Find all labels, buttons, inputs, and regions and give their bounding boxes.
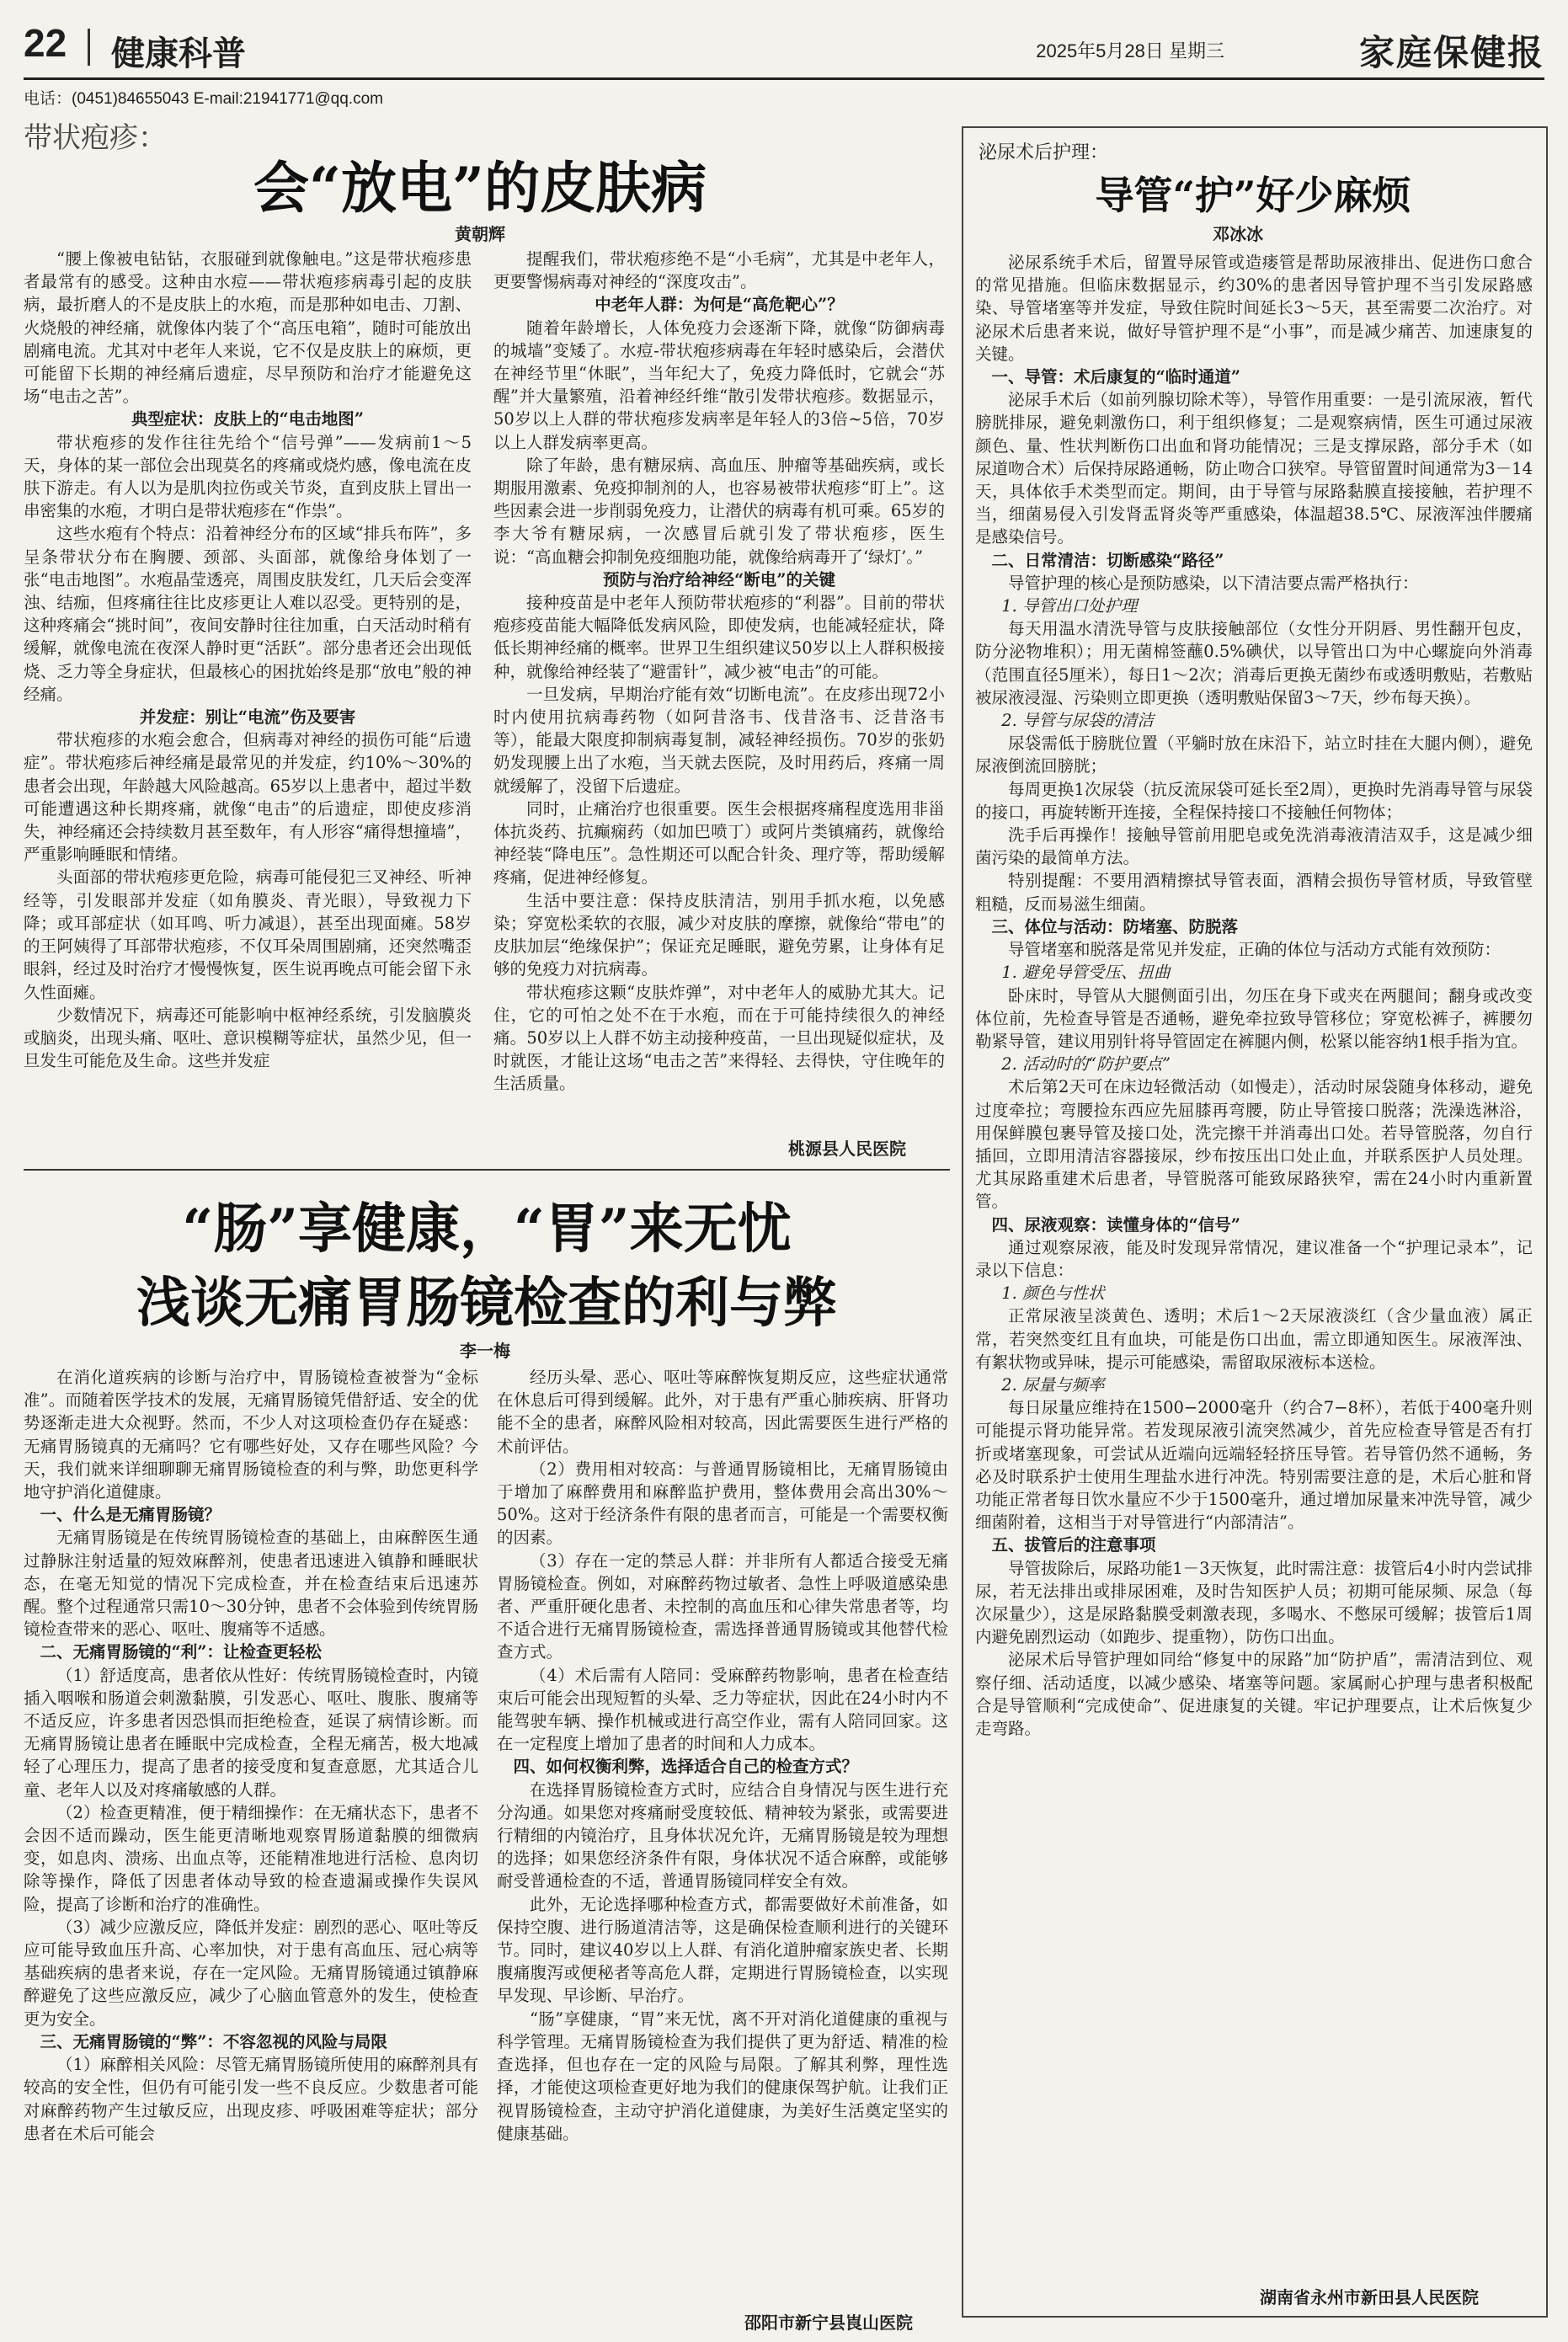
paragraph: 带状疱疹的发作往往先给个“信号弹”——发病前1～5天，身体的某一部位会出现莫名的疼痛或烧灼感，像电流在皮肤下游走。有人以为是肌肉拉伤或关节炎，直到皮肤上冒出一串密集的水疱，才明白是带状疱疹在“作祟”。 [24, 432, 472, 521]
section-title: 健康科普 [111, 34, 246, 73]
paragraph: 在选择胃肠镜检查方式时，应结合自身情况与医生进行充分沟通。如果您对疼痛耐受度较低、精神较为紧张，或需要进行精细的内镜治疗，且身体状况允许，无痛胃肠镜是较为理想的选择；如果您经济条件有限，身体状况不适合麻醉，或能够耐受普通检查的不适，普通胃肠镜同样安全有效。 [497, 1779, 948, 1891]
section-heading: 三、无痛胃肠镜的“弊”：不容忽视的风险与局限 [40, 2031, 387, 2051]
article1-column-2 [493, 248, 945, 1149]
paragraph: 带状疱疹这颗“皮肤炸弹”，对中老年人的威胁尤其大。记住，它的可怕之处不在于水疱，而在于可能持续很久的神经痛。50岁以上人群不妨主动接种疫苗，一旦出现疑似症状，及时就医，才能让这场“电击之苦”来得轻、去得快，守住晚年的生活质量。 [493, 982, 945, 1094]
paragraph: 导管堵塞和脱落是常见并发症，正确的体位与活动方式能有效预防： [1008, 940, 1501, 960]
paragraph: “肠”享健康，“胃”来无忧，离不开对消化道健康的重视与科学管理。无痛胃肠镜检查为我们提供了更为舒适、精准的检查选择，但也存在一定的风险与局限。了解其利弊，理性选择，才能使这项检查更好地为我们的健康保驾护航。让我们正视胃肠镜检查，主动守护消化道健康，为美好生活奠定坚实的健康基础。 [497, 2009, 948, 2143]
paragraph: 在消化道疾病的诊断与治疗中，胃肠镜检查被誉为“金标准”。而随着医学技术的发展，无痛胃肠镜凭借舒适、安全的优势逐渐走进大众视野。然而，不少人对这项检查仍存在疑惑：无痛胃肠镜真的无痛吗？它有哪些好处，又存在哪些风险？今天，我们就来详细聊聊无痛胃肠镜检查的利与弊，助您更科学地守护消化道健康。 [24, 1368, 478, 1502]
paragraph: 生活中要注意：保持皮肤清洁，别用手抓水疱，以免感染；穿宽松柔软的衣服，减少对皮肤的摩擦，就像给“带电”的皮肤加层“绝缘保护”；保证充足睡眠，避免劳累，让身体有足够的免疫力对抗病毒。 [493, 890, 945, 979]
article3-title: 导管“护”好少麻烦 [1095, 173, 1411, 218]
paragraph: 泌尿系统手术后，留置导尿管或造瘘管是帮助尿液排出、促进伤口愈合的常见措施。但临床数据显示，约30%的患者因导管护理不当引发尿路感染、导管堵塞等并发症，导致住院时间延长3～5天，甚至需要二次治疗。对泌尿术后患者来说，做好导管护理不是“小事”，而是减少痛苦、加速康复的关键。 [975, 253, 1533, 364]
paragraph: 除了年龄，患有糖尿病、高血压、肿瘤等基础疾病，或长期服用激素、免疫抑制剂的人，也容易被带状疱疹“盯上”。这些因素会进一步削弱免疫力，让潜伏的病毒有机可乘。65岁的李大爷有糖尿病，一次感冒后就引发了带状疱疹，医生说：“高血糖会抑制免疫细胞功能，就像给病毒开了‘绿灯’。” [493, 455, 945, 567]
paragraph: （2）检查更精准，便于精细操作：在无痛状态下，患者不会因不适而躁动，医生能更清晰地观察胃肠道黏膜的细微病变，如息肉、溃疡、出血点等，还能精准地进行活检、息肉切除等操作，降低了因患者体动导致的检查遗漏或操作失误风险，提高了诊断和治疗的准确性。 [24, 1802, 478, 1914]
contact-line: 电话：(0451)84655043 E-mail:21941771@qq.com [24, 90, 383, 108]
section-heading: 五、拔管后的注意事项 [991, 1535, 1156, 1555]
article3-body [975, 251, 1533, 2281]
newspaper-name: 家庭保健报 [1358, 32, 1544, 73]
paragraph: 通过观察尿液，能及时发现异常情况，建议准备一个“护理记录本”，记录以下信息： [975, 1237, 1533, 1280]
paragraph: 头面部的带状疱疹更危险，病毒可能侵犯三叉神经、听神经等，引发眼部并发症（如角膜炎、青光眼），导致视力下降；或耳部症状（如耳鸣、听力减退），甚至出现面瘫。58岁的王阿姨得了耳部带状疱疹，不仅耳朵周围剧痛，还突然嘴歪眼斜，经过及时治疗才慢慢恢复，医生说再晚点可能会留下永久性面瘫。 [24, 867, 472, 1002]
section-heading: 二、日常清洁：切断感染“路径” [991, 550, 1224, 570]
article2-title-line2: 浅谈无痛胃肠镜检查的利与弊 [136, 1272, 837, 1335]
article2-column-1 [24, 1366, 478, 2326]
subsection-heading: 2. 导管与尿袋的清洁 [1001, 711, 1154, 731]
subsection-heading: 1. 导管出口处护理 [1001, 596, 1138, 616]
paragraph: 导管护理的核心是预防感染，以下清洁要点需严格执行： [1008, 573, 1419, 593]
section-heading: 三、体位与活动：防堵塞、防脱落 [991, 916, 1239, 936]
paragraph: 同时，止痛治疗也很重要。医生会根据疼痛程度选用非甾体抗炎药、抗癫痫药（如加巴喷丁）或阿片类镇痛药，就像给神经装“降电压”。急性期还可以配合针灸、理疗等，帮助缓解疼痛，促进神经修复。 [493, 798, 945, 888]
paragraph: 特别提醒：不要用酒精擦拭导管表面，酒精会损伤导管材质，导致管壁粗糙，反而易滋生细菌。 [975, 871, 1533, 914]
subsection-heading: 1. 避免导管受压、扭曲 [1001, 963, 1171, 983]
section-heading: 四、如何权衡利弊，选择适合自己的检查方式？ [513, 1757, 859, 1777]
article2-title-line1: “肠”享健康，“胃”来无忧 [182, 1198, 792, 1261]
subsection-heading: 2. 尿量与频率 [1001, 1374, 1105, 1395]
paragraph: （3）存在一定的禁忌人群：并非所有人都适合接受无痛胃肠镜检查。例如，对麻醉药物过敏者、急性上呼吸道感染患者、严重肝硬化患者、未控制的高血压和心律失常患者等，均不适合进行无痛胃肠镜检查，需选择普通胃肠镜或其他替代检查方式。 [497, 1550, 948, 1662]
paragraph: （1）舒适度高，患者依从性好：传统胃肠镜检查时，内镜插入咽喉和肠道会刺激黏膜，引发恶心、呕吐、腹胀、腹痛等不适反应，许多患者因恐惧而拒绝检查，延误了病情诊断。而无痛胃肠镜让患者在睡眠中完成检查，全程无痛苦，极大地减轻了心理压力，提高了患者的接受度和复查意愿，尤其适合儿童、老年人以及对疼痛敏感的人群。 [24, 1665, 478, 1800]
paragraph: （1）麻醉相关风险：尽管无痛胃肠镜所使用的麻醉剂具有较高的安全性，但仍有可能引发一些不良反应。少数患者可能对麻醉药物产生过敏反应，出现皮疹、呼吸困难等症状；部分患者在术后可能会 [24, 2055, 478, 2143]
header-rule [24, 77, 1544, 80]
article2-column-2 [497, 1366, 948, 2297]
paragraph: （3）减少应激反应，降低并发症：剧烈的恶心、呕吐等反应可能导致血压升高、心率加快，对于患有高血压、冠心病等基础疾病的患者来说，存在一定风险。无痛胃肠镜通过镇静麻醉避免了这些应激反应，减少了心脑血管意外的发生，使检查更为安全。 [24, 1917, 478, 2029]
subsection-heading: 2. 活动时的“防护要点” [1001, 1054, 1171, 1075]
paragraph: （4）术后需有人陪同：受麻醉药物影响，患者在检查结束后可能会出现短暂的头晕、乏力等症状，因此在24小时内不能驾驶车辆、操作机械或进行高空作业，需有人陪同回家。这在一定程度上增加了患者的时间和人力成本。 [497, 1665, 948, 1754]
section-heading: 预防与治疗给神经“断电”的关键 [603, 569, 835, 590]
header-divider [88, 29, 90, 66]
article-divider [24, 1169, 950, 1171]
article2-author: 李一梅 [460, 1341, 510, 1361]
paragraph: 少数情况下，病毒还可能影响中枢神经系统，引发脑膜炎或脑炎，出现头痛、呕吐、意识模糊等症状，虽然少见，但一旦发生可能危及生命。这些并发症 [24, 1005, 472, 1071]
article1-author: 黄朝辉 [455, 224, 505, 244]
page-number: 22 [24, 21, 67, 65]
article1-hospital: 桃源县人民医院 [788, 1139, 906, 1159]
paragraph: 这些水疱有个特点：沿着神经分布的区域“排兵布阵”，多呈条带状分布在胸腰、颈部、头面部，就像给身体划了一张“电击地图”。水疱晶莹透亮，周围皮肤发红，几天后会变浑浊、结痂，但疼痛往往比皮疹更让人难以忍受。更特别的是，这种疼痛会“挑时间”，夜间安静时往往加重，白天活动时稍有缓解，就像电流在夜深人静时更“活跃”。部分患者还会出现低烧、乏力等全身症状，但最核心的困扰始终是那“放电”般的神经痛。 [24, 524, 472, 704]
paragraph: 每天用温水清洗导管与皮肤接触部位（女性分开阴唇、男性翻开包皮，防分泌物堆积）；用无菌棉签蘸0.5%碘伏，以导管出口为中心螺旋向外消毒（范围直径5厘米），每日1～2次；消毒后更换无菌纱布或透明敷贴，若敷贴被尿液浸湿、污染则立即更换（透明敷贴保留3～7天，纱布每天换）。 [975, 619, 1533, 707]
paragraph: 接种疫苗是中老年人预防带状疱疹的“利器”。目前的带状疱疹疫苗能大幅降低发病风险，即使发病，也能减轻症状，降低长期神经痛的概率。世界卫生组织建议50岁以上人群积极接种，就像给神经装了“避雷针”，减少被“电击”的可能。 [493, 593, 945, 681]
article3-author: 邓冰冰 [1213, 224, 1263, 244]
article2-hospital: 邵阳市新宁县崀山医院 [744, 2313, 913, 2333]
paragraph: 尿袋需低于膀胱位置（平躺时放在床沿下，站立时挂在大腿内侧），避免尿液倒流回膀胱； [975, 734, 1533, 776]
paragraph: 每周更换1次尿袋（抗反流尿袋可延长至2周），更换时先消毒导管与尿袋的接口，再旋转断开连接，全程保持接口不接触任何物体； [975, 779, 1533, 822]
section-heading: 二、无痛胃肠镜的“利”：让检查更轻松 [40, 1642, 322, 1662]
paragraph: 随着年龄增长，人体免疫力会逐渐下降，就像“防御病毒的城墙”变矮了。水痘-带状疱疹病毒在年轻时感染后，会潜伏在神经节里“休眠”，当年纪大了，免疫力降低时，它就会“苏醒”并大量繁殖，沿着神经纤维“散引发带状疱疹。数据显示，50岁以上人群的带状疱疹发病率是年轻人的3倍~5倍，70岁以上人群发病率更高。 [493, 317, 945, 452]
page-header [24, 19, 1544, 77]
article1-title: 会“放电”的皮肤病 [253, 155, 707, 221]
article1-column-1 [24, 248, 472, 1149]
paragraph: “腰上像被电钻钻，衣服碰到就像触电。”这是带状疱疹患者最常有的感受。这种由水痘——带状疱疹病毒引起的皮肤病，最折磨人的不是皮肤上的水疱，而是那种如电击、刀割、火烧般的神经痛，就像体内装了个“高压电箱”，随时可能放出剧痛电流。尤其对中老年人来说，它不仅是皮肤上的麻烦，更可能留下长期的神经痛后遗症，尽早预防和治疗才能避免这场“电击之苦”。 [24, 249, 472, 407]
paragraph: 术后第2天可在床边轻微活动（如慢走），活动时尿袋随身体移动，避免过度牵拉；弯腰捡东西应先屈膝再弯腰，防止导管接口脱落；洗澡选淋浴，用保鲜膜包裹导管及接口处，洗完擦干并消毒出口处。若导管脱落，勿自行插回，立即用清洁容器接尿，纱布按压出口处止血，并联系医护人员处理。尤其尿路重建术后患者，导管脱落可能致尿路狭窄，需在24小时内重新置管。 [975, 1077, 1533, 1212]
section-heading: 四、尿液观察：读懂身体的“信号” [991, 1214, 1240, 1235]
paragraph: 每日尿量应维持在1500−2000毫升（约合7−8杯），若低于400毫升则可能提示肾功能异常。若发现尿液引流突然减少，首先应检查导管是否有打折或堵塞现象，可尝试从近端向远端轻轻挤压导管。若导管仍然不通畅，务必及时联系护士使用生理盐水进行冲洗。特别需要注意的是，术后心脏和肾功能正常者每日饮水量应不少于1500毫升，通过增加尿量来冲洗导管，减少细菌附着，这相当于对导管进行“内部清洁”。 [975, 1398, 1533, 1533]
paragraph: 带状疱疹的水疱会愈合，但病毒对神经的损伤可能“后遗症”。带状疱疹后神经痛是最常见的并发症，约10%～30%的患者会出现，年龄越大风险越高。65岁以上患者中，超过半数可能遭遇这种长期疼痛，就像“电击”的后遗症，即使皮疹消失，神经痛还会持续数月甚至数年，有人形容“痛得想撞墙”，严重影响睡眠和情绪。 [24, 730, 472, 865]
paragraph: 导管拔除后，尿路功能1－3天恢复，此时需注意：拔管后4小时内尝试排尿，若无法排出或排尿困难，及时告知医护人员；初期可能尿频、尿急（每次尿量少），这是尿路黏膜受刺激表现，多喝水、不憋尿可缓解；拔管后1周内避免剧烈运动（如跑步、提重物），防伤口出血。 [975, 1558, 1533, 1647]
paragraph: 泌尿术后导管护理如同给“修复中的尿路”加“防护盾”，需清洁到位、观察仔细、活动适度，以减少感染、堵塞等问题。家属耐心护理与患者积极配合是导管顺利“完成使命”、促进康复的关键。牢记护理要点，让术后恢复少走弯路。 [975, 1650, 1533, 1738]
section-heading: 一、导管：术后康复的“临时通道” [991, 367, 1240, 387]
paragraph: 正常尿液呈淡黄色、透明；术后1～2天尿液淡红（含少量血液）属正常，若突然变红且有血块，可能是伤口出血，需立即通知医生。尿液浑浊、有絮状物或异味，提示可能感染，需留取尿液标本送检。 [975, 1306, 1533, 1372]
article3-kicker: 泌尿术后护理： [979, 142, 1109, 163]
paragraph: 一旦发病，早期治疗能有效“切断电流”。在皮疹出现72小时内使用抗病毒药物（如阿昔洛韦、伐昔洛韦、泛昔洛韦等），能最大限度抑制病毒复制，减轻神经损伤。70岁的张奶奶发现腰上出了水疱，当天就去医院，及时用药后，疼痛一周就缓解了，没留下后遗症。 [493, 684, 945, 796]
article1-kicker: 带状疱疹： [24, 121, 167, 155]
paragraph: 提醒我们，带状疱疹绝不是“小毛病”，尤其是中老年人，更要警惕病毒对神经的“深度攻击”。 [493, 249, 945, 292]
paragraph: 洗手后再操作！接触导管前用肥皂或免洗消毒液清洁双手，这是减少细菌污染的最简单方法。 [975, 825, 1533, 868]
section-heading: 中老年人群：为何是“高危靶心”？ [595, 295, 844, 315]
paragraph: 无痛胃肠镜是在传统胃肠镜检查的基础上，由麻醉医生通过静脉注射适量的短效麻醉剂，使患者迅速进入镇静和睡眠状态，在毫无知觉的情况下完成检查，并在检查结束后迅速苏醒。整个过程通常只需10～30分钟，患者不会体验到传统胃肠镜检查带来的恶心、呕吐、腹痛等不适感。 [24, 1528, 478, 1640]
paragraph: 经历头晕、恶心、呕吐等麻醉恢复期反应，这些症状通常在休息后可得到缓解。此外，对于患有严重心肺疾病、肝肾功能不全的患者，麻醉风险相对较高，因此需要医生进行严格的术前评估。 [497, 1368, 948, 1456]
paragraph: 泌尿手术后（如前列腺切除术等），导管作用重要：一是引流尿液，暂代膀胱排尿，避免刺激伤口，利于组织修复；二是观察病情，医生可通过尿液颜色、量、性状判断伤口出血和肾功能情况；三是支撑尿路，部分手术（如尿道吻合术）后保持尿路通畅，防止吻合口狭窄。导管留置时间通常为3－14天，具体依手术类型而定。期间，由于导管与尿路黏膜直接接触，若护理不当，细菌易侵入引发肾盂肾炎等严重感染，体温超38.5℃、尿液浑浊伴腰痛是感染信号。 [975, 390, 1533, 547]
section-heading: 并发症：别让“电流”伤及要害 [139, 707, 356, 728]
section-heading: 一、什么是无痛胃肠镜？ [40, 1505, 221, 1525]
paragraph: （2）费用相对较高：与普通胃肠镜相比，无痛胃肠镜由于增加了麻醉费用和麻醉监护费用，整体费用会高出30%～50%。这对于经济条件有限的患者而言，可能是一个需要权衡的因素。 [497, 1459, 948, 1548]
paragraph: 此外，无论选择哪种检查方式，都需要做好术前准备，如保持空腹、进行肠道清洁等，这是确保检查顺利进行的关键环节。同时，建议40岁以上人群、有消化道肿瘤家族史者、长期腹痛腹泻或便秘者等高危人群，定期进行胃肠镜检查，以实现早发现、早诊断、早治疗。 [497, 1894, 948, 2006]
issue-date: 2025年5月28日 星期三 [1036, 40, 1224, 61]
article3-hospital: 湖南省永州市新田县人民医院 [1260, 2287, 1479, 2307]
subsection-heading: 1. 颜色与性状 [1001, 1283, 1105, 1304]
paragraph: 卧床时，导管从大腿侧面引出，勿压在身下或夹在两腿间；翻身或改变体位前，先检查导管是否通畅，避免牵拉致导管移位；穿宽松裤子，裤腰勿勒紧导管，建议用别针将导管固定在裤腿内侧，松紧以能容纳1根手指为宜。 [975, 985, 1533, 1051]
section-heading: 典型症状：皮肤上的“电击地图” [131, 409, 364, 429]
